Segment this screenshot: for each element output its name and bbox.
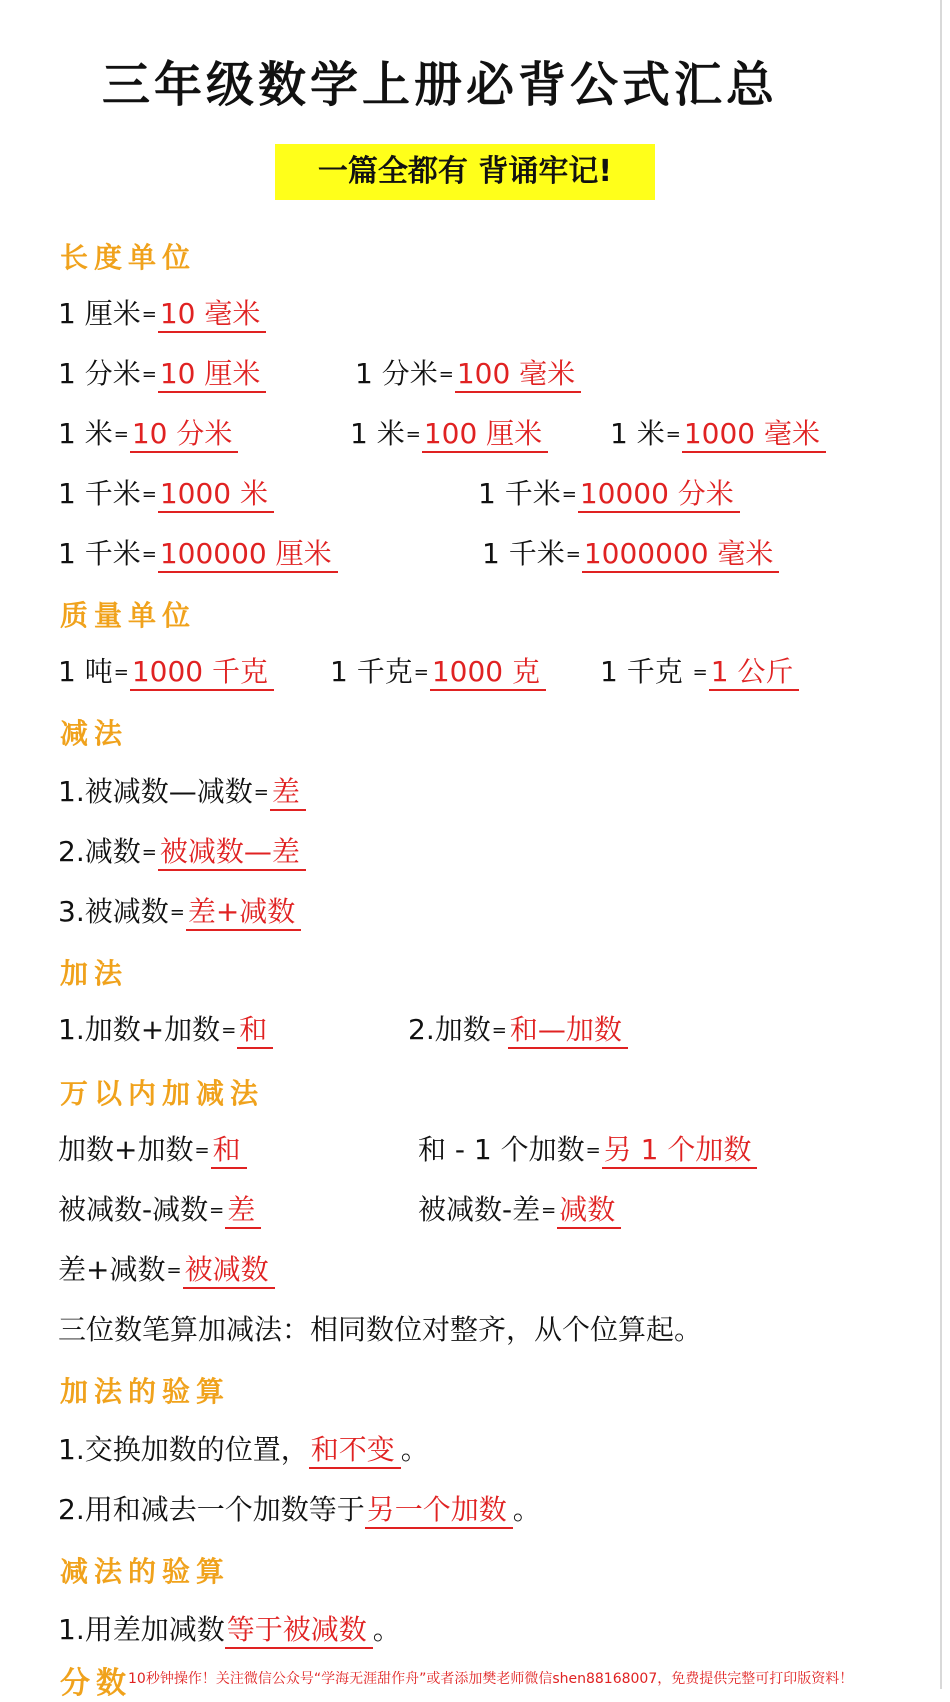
subtraction-row-2 — [0, 832, 940, 872]
formula: 1 千米= 1000000 毫米 — [482, 534, 779, 575]
formula: 1 千米= 10000 分米 — [478, 474, 740, 515]
length-row-4 — [0, 474, 940, 514]
within-row-1 — [0, 1130, 940, 1170]
heading-length: 长度单位 — [60, 241, 197, 274]
formula: 被减数-减数= 差 — [58, 1190, 261, 1231]
length-row-3 — [0, 414, 940, 454]
formula: 1.被减数—减数= 差 — [58, 772, 306, 813]
subtitle-banner — [275, 144, 655, 200]
length-row-1 — [0, 294, 940, 334]
formula: 1 分米= 100 毫米 — [355, 354, 581, 395]
heading-subtraction-check: 减法的验算 — [60, 1555, 231, 1588]
within-row-3 — [0, 1250, 940, 1290]
formula: 和 - 1 个加数= 另 1 个加数 — [418, 1130, 757, 1171]
promo-footer: 10秒钟操作！关注微信公众号“学海无涯甜作舟”或者添加樊老师微信shen88168007，免费提供完整可打印版资料！ — [128, 1671, 854, 1687]
formula: 1 千克 = 1 公斤 — [600, 652, 799, 693]
formula: 差+减数= 被减数 — [58, 1250, 275, 1291]
formula: 2.加数= 和—加数 — [408, 1010, 628, 1051]
formula: 加数+加数= 和 — [58, 1130, 247, 1171]
subtitle-text: 一篇全都有 背诵牢记! — [317, 154, 613, 189]
heading-addition-check: 加法的验算 — [60, 1375, 231, 1408]
subtraction-check-line-1: 1.用差加减数等于被减数 。 — [58, 1610, 401, 1650]
formula: 2.减数= 被减数—差 — [58, 832, 306, 873]
formula: 1 米= 1000 毫米 — [610, 414, 826, 455]
formula: 1 千米= 100000 厘米 — [58, 534, 338, 575]
addition-row-1 — [0, 1010, 940, 1050]
formula: 1 吨= 1000 千克 — [58, 652, 274, 693]
formula: 1 米= 100 厘米 — [350, 414, 548, 455]
formula: 1 分米= 10 厘米 — [58, 354, 266, 395]
length-row-5 — [0, 534, 940, 574]
subtraction-row-1 — [0, 772, 940, 812]
mass-row-1 — [0, 652, 940, 692]
addition-check-line-2: 2.用和减去一个加数等于另一个加数 。 — [58, 1490, 541, 1530]
formula: 3.被减数= 差+减数 — [58, 892, 301, 933]
heading-subtraction: 减法 — [60, 717, 129, 750]
heading-mass: 质量单位 — [60, 599, 197, 632]
formula: 被减数-差= 减数 — [418, 1190, 621, 1231]
subtraction-row-3 — [0, 892, 940, 932]
within-row-2 — [0, 1190, 940, 1230]
length-row-2 — [0, 354, 940, 394]
formula: 1 千米= 1000 米 — [58, 474, 274, 515]
formula: 1 千克= 1000 克 — [330, 652, 546, 693]
column-addition-note: 三位数笔算加减法：相同数位对整齐，从个位算起。 — [58, 1313, 703, 1346]
addition-check-line-1: 1.交换加数的位置，和不变 。 — [58, 1430, 429, 1470]
heading-within-10000: 万以内加减法 — [60, 1077, 265, 1110]
formula: 1.加数+加数= 和 — [58, 1010, 273, 1051]
formula: 1 米= 10 分米 — [58, 414, 238, 455]
page-title: 三年级数学上册必背公式汇总 — [101, 57, 778, 113]
heading-addition: 加法 — [60, 957, 129, 990]
formula: 1 厘米= 10 毫米 — [58, 294, 266, 335]
heading-fraction: 分数 — [60, 1666, 132, 1701]
